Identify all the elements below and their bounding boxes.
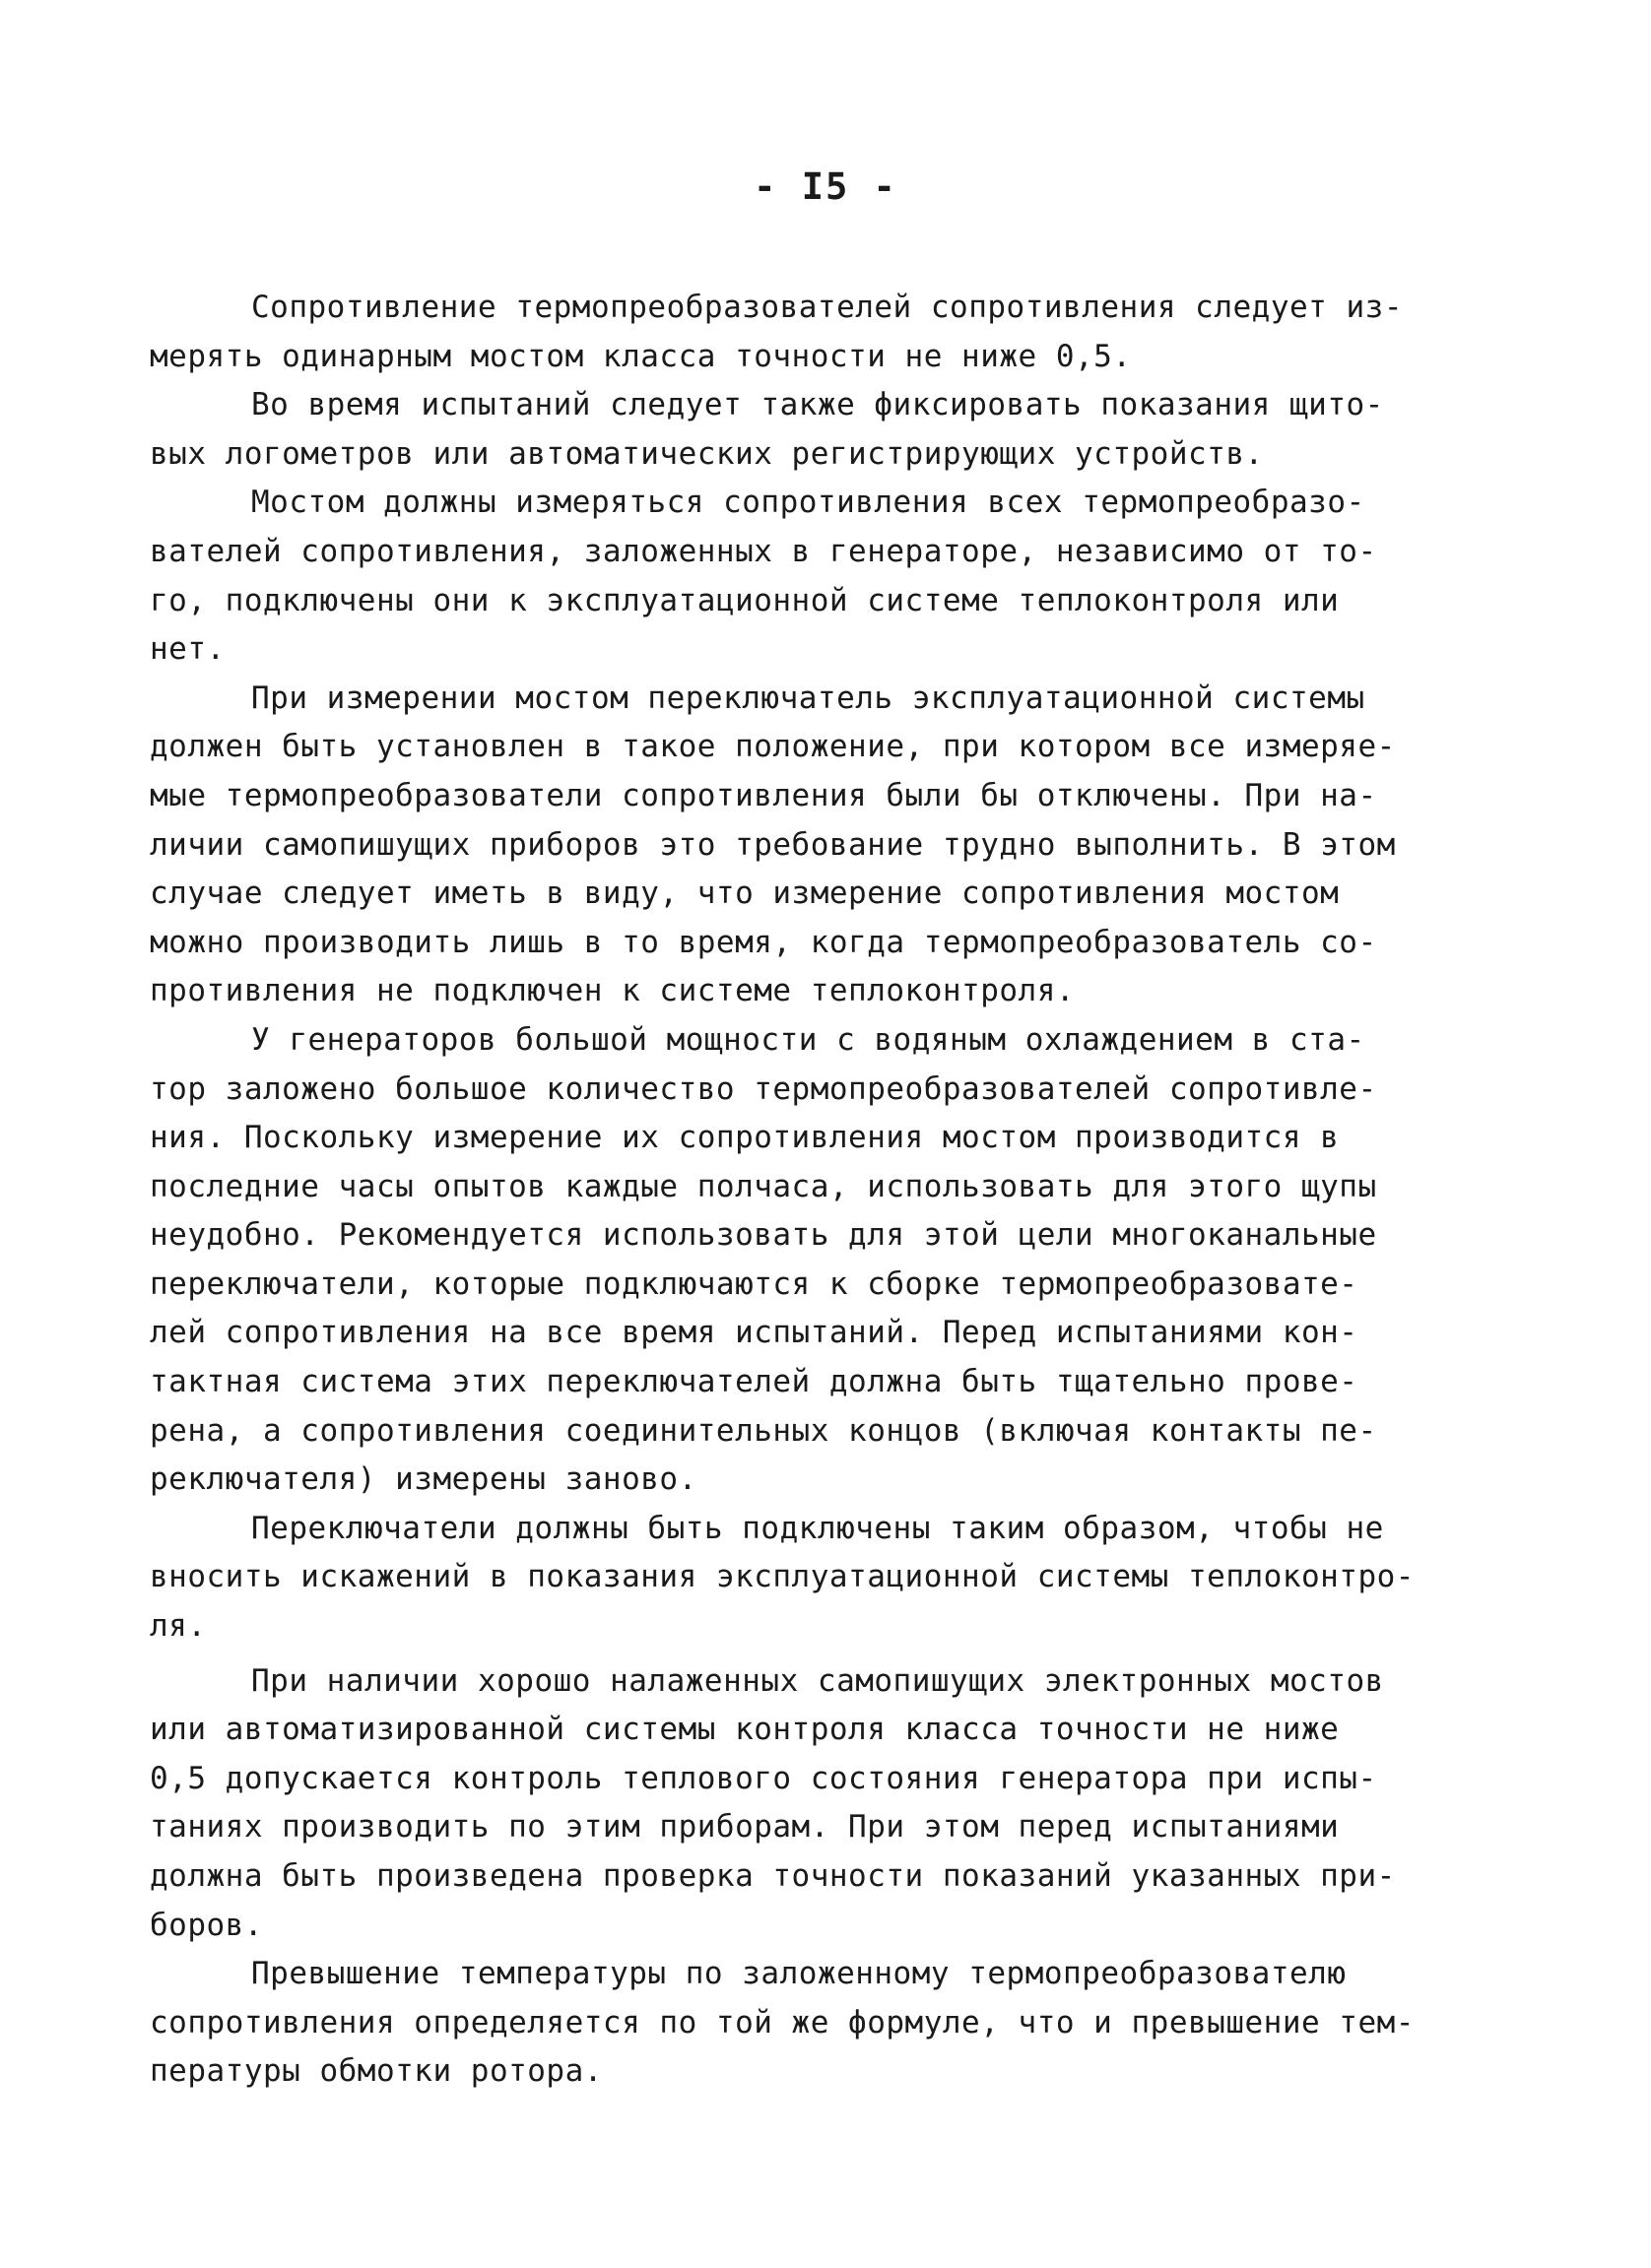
text-line: противления не подключен к системе теплоконтроля. [150,973,1076,1009]
text-line: Сопротивление термопреобразователей сопротивления следует из- [251,290,1403,325]
paragraph [150,675,1504,1016]
text-line: тактная система этих переключателей должна быть тщательно прове- [150,1364,1358,1400]
text-line: должна быть произведена проверка точности показаний указанных при- [150,1858,1396,1894]
paragraph [150,284,1504,381]
text-line: го, подключены они к эксплуатационной системе теплоконтроля или [150,582,1340,618]
text-line: таниях производить по этим приборам. При этом перед испытаниями [150,1809,1340,1846]
text-line: Переключатели должны быть подключены таким образом, чтобы не [251,1510,1384,1546]
text-line: тор заложено большое количество термопреобразователей сопротивле- [150,1070,1377,1107]
body-text [150,284,1504,2097]
text-line: рена, а сопротивления соединительных концов (включая контакты пе- [150,1412,1377,1449]
paragraph [150,1950,1504,2097]
text-line: неудобно. Рекомендуется использовать для этой цели многоканальные [150,1217,1377,1254]
paragraph [150,1657,1504,1951]
text-line: случае следует иметь в виду, что измерение сопротивления мостом [150,875,1340,912]
text-line: Мостом должны измеряться сопротивления всех термопреобразо- [251,485,1365,521]
text-line: нет. [150,631,226,668]
text-line: лей сопротивления на все время испытаний. Перед испытаниями кон- [150,1315,1358,1351]
paragraph [150,381,1504,479]
text-line: 0,5 допускается контроль теплового состояния генератора при испы- [150,1760,1377,1796]
text-line: боров. [150,1907,263,1943]
text-line: реключателя) измерены заново. [150,1461,697,1498]
text-line: Превышение температуры по заложенному термопреобразователю [251,1956,1347,1992]
text-line: последние часы опытов каждые полчаса, использовать для этого щупы [150,1168,1377,1204]
text-line: вносить искажений в показания эксплуатационной системы теплоконтро- [150,1559,1415,1595]
text-line: можно производить лишь в то время, когда термопреобразователь со- [150,924,1377,960]
paragraph [150,479,1504,674]
text-line: личии самопишущих приборов это требование трудно выполнить. В этом [150,826,1396,863]
text-line: ля. [150,1608,207,1645]
text-line: ния. Поскольку измерение их сопротивления мостом производится в [150,1120,1340,1156]
paragraph [150,1016,1504,1505]
text-line: переключатели, которые подключаются к сборке термопреобразовате- [150,1265,1358,1302]
text-line: сопротивления определяется по той же формуле, что и превышение тем- [150,2004,1415,2041]
text-line: пературы обмотки ротора. [150,2053,603,2090]
text-line: У генераторов большой мощности с водяным охлаждением в ста- [251,1021,1365,1058]
text-line: Во время испытаний следует также фиксировать показания щито- [251,387,1384,423]
paragraph [150,1505,1504,1652]
text-line: При измерении мостом переключатель эксплуатационной системы [251,680,1365,716]
text-line: вателей сопротивления, заложенных в генераторе, независимо от то- [150,533,1377,569]
page-number: - I5 - [754,165,897,208]
text-line: вых логометров или автоматических регистрирующих устройств. [150,435,1264,472]
text-line: При наличии хорошо налаженных самопишущих электронных мостов [251,1662,1384,1699]
text-line: должен быть установлен в такое положение, при котором все измеряе- [150,729,1396,765]
text-line: или автоматизированной системы контроля класса точности не ниже [150,1712,1340,1748]
text-line: мые термопреобразователи сопротивления были бы отключены. При на- [150,777,1377,813]
text-line: мерять одинарным мостом класса точности не ниже 0,5. [150,338,1132,374]
